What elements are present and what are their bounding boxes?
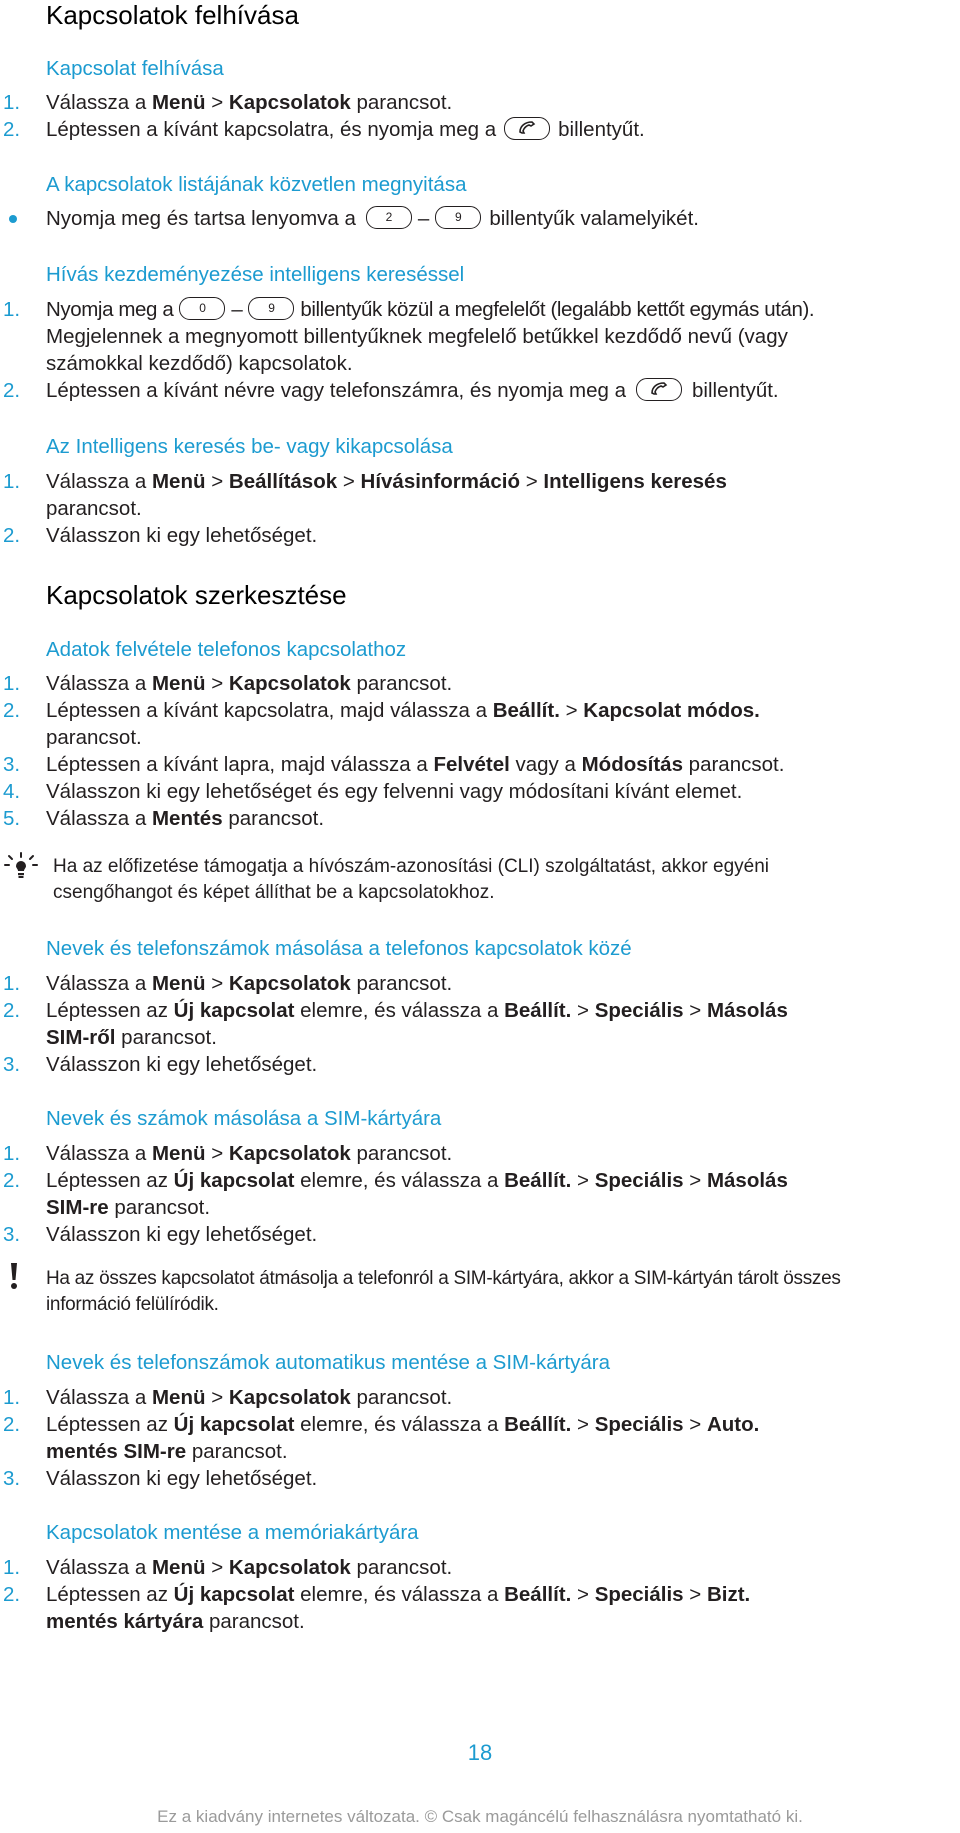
step-text-continued: számokkal kezdődő) kapcsolatok. [46, 352, 353, 375]
warning-text-line-1: Ha az összes kapcsolatot átmásolja a telefonról a SIM-kártyára, akkor a SIM-kártyán tárolt összes [46, 1268, 841, 1289]
step-text: Válassza a Menü > Kapcsolatok parancsot. [46, 1386, 453, 1409]
step-number: 2. [3, 1169, 21, 1192]
key-9-icon: 9 [435, 206, 481, 229]
step-number: 2. [3, 379, 21, 402]
step-text: Léptessen a kívánt kapcsolatra, és nyomja meg a billentyűt. [46, 118, 645, 141]
heading-open-list: A kapcsolatok listájának közvetlen megnyitása [46, 173, 467, 196]
step-number: 5. [3, 807, 21, 830]
step-number: 3. [3, 753, 21, 776]
step-text: Válassza a Menü > Kapcsolatok parancsot. [46, 1556, 453, 1579]
step-number: 3. [3, 1467, 21, 1490]
step-number: 1. [3, 1556, 21, 1579]
step-number: 2. [3, 999, 21, 1022]
step-text: Válassza a Menü > Kapcsolatok parancsot. [46, 972, 453, 995]
step-text: Válasszon ki egy lehetőséget. [46, 1053, 318, 1076]
step-text: Válassza a Menü > Kapcsolatok parancsot. [46, 91, 453, 114]
step-number: 1. [3, 91, 21, 114]
step-number: 4. [3, 780, 21, 803]
step-text: Válassza a Mentés parancsot. [46, 807, 325, 830]
step-number: 2. [3, 1583, 21, 1606]
step-text: Léptessen az Új kapcsolat elemre, és válassza a Beállít. > Speciális > Bizt. [46, 1583, 751, 1606]
page-number: 18 [467, 1740, 493, 1765]
tip-text-line-2: csengőhangot és képet állíthat be a kapcsolatokhoz. [53, 882, 495, 903]
step-text-continued: Megjelennek a megnyomott billentyűknek megfelelő betűkkel kezdődő nevű (vagy [46, 325, 788, 348]
step-text-continued: mentés SIM-re parancsot. [46, 1440, 288, 1463]
step-text: Válasszon ki egy lehetőséget. [46, 524, 318, 547]
step-text: Válasszon ki egy lehetőséget. [46, 1467, 318, 1490]
exclamation-icon [8, 1262, 20, 1295]
key-0-icon: 0 [179, 297, 225, 320]
heading-call-contact: Kapcsolat felhívása [46, 57, 224, 80]
step-number: 3. [3, 1053, 21, 1076]
heading-copy-to-contacts: Nevek és telefonszámok másolása a telefonos kapcsolatok közé [46, 937, 632, 960]
step-text-continued: SIM-re parancsot. [46, 1196, 211, 1219]
step-text: Léptessen a kívánt lapra, majd válassza a Felvétel vagy a Módosítás parancsot. [46, 753, 785, 776]
step-number: 1. [3, 972, 21, 995]
heading-save-to-card: Kapcsolatok mentése a memóriakártyára [46, 1521, 419, 1544]
step-text: Léptessen az Új kapcsolat elemre, és válassza a Beállít. > Speciális > Másolás [46, 999, 788, 1022]
step-text-continued: SIM-ről parancsot. [46, 1026, 217, 1049]
section-title-edit: Kapcsolatok szerkesztése [46, 580, 347, 610]
footer-text: Ez a kiadvány internetes változata. © Csak magáncélú felhasználásra nyomtatható ki. [157, 1807, 803, 1826]
step-number: 1. [3, 298, 21, 321]
step-number: 2. [3, 1413, 21, 1436]
step-text: Válassza a Menü > Kapcsolatok parancsot. [46, 1142, 453, 1165]
step-text: Nyomja meg és tartsa lenyomva a 2 – 9 billentyűk valamelyikét. [46, 207, 699, 230]
step-text-continued: mentés kártyára parancsot. [46, 1610, 305, 1633]
step-text: Válasszon ki egy lehetőséget. [46, 1223, 318, 1246]
step-text: Válassza a Menü > Kapcsolatok parancsot. [46, 672, 453, 695]
step-text: Válassza a Menü > Beállítások > Hívásinformáció > Intelligens keresés [46, 470, 727, 493]
step-number: 1. [3, 672, 21, 695]
key-2-icon: 2 [366, 206, 412, 229]
step-number: 2. [3, 699, 21, 722]
step-text: Nyomja meg a 0 – 9 billentyűk közül a megfelelőt (legalább kettőt egymás után). [46, 298, 815, 321]
heading-smart-search-toggle: Az Intelligens keresés be- vagy kikapcsolása [46, 435, 453, 458]
step-number: 1. [3, 470, 21, 493]
phone-handset-icon [636, 378, 682, 401]
key-9-icon: 9 [248, 297, 294, 320]
step-number: 1. [3, 1142, 21, 1165]
step-number: 3. [3, 1223, 21, 1246]
bullet-icon [9, 215, 17, 223]
heading-auto-save-sim: Nevek és telefonszámok automatikus mentése a SIM-kártyára [46, 1351, 610, 1374]
lightbulb-icon [4, 852, 38, 885]
warning-text-line-2: információ felülíródik. [46, 1294, 219, 1315]
heading-add-info: Adatok felvétele telefonos kapcsolathoz [46, 638, 407, 661]
step-text-continued: parancsot. [46, 726, 142, 749]
step-text: Léptessen a kívánt kapcsolatra, majd válassza a Beállít. > Kapcsolat módos. [46, 699, 760, 722]
heading-copy-to-sim: Nevek és számok másolása a SIM-kártyára [46, 1107, 442, 1130]
step-text-continued: parancsot. [46, 497, 142, 520]
step-text: Léptessen az Új kapcsolat elemre, és válassza a Beállít. > Speciális > Auto. [46, 1413, 760, 1436]
step-text: Válasszon ki egy lehetőséget és egy felvenni vagy módosítani kívánt elemet. [46, 780, 743, 803]
tip-text-line-1: Ha az előfizetése támogatja a hívószám-azonosítási (CLI) szolgáltatást, akkor egyéni [53, 856, 770, 877]
step-text: Léptessen az Új kapcsolat elemre, és válassza a Beállít. > Speciális > Másolás [46, 1169, 788, 1192]
heading-smart-dial: Hívás kezdeményezése intelligens kereséssel [46, 263, 465, 286]
step-number: 2. [3, 524, 21, 547]
step-number: 1. [3, 1386, 21, 1409]
section-title-call: Kapcsolatok felhívása [46, 0, 299, 30]
phone-handset-icon [504, 117, 550, 140]
step-text: Léptessen a kívánt névre vagy telefonszámra, és nyomja meg a billentyűt. [46, 379, 779, 402]
step-number: 2. [3, 118, 21, 141]
